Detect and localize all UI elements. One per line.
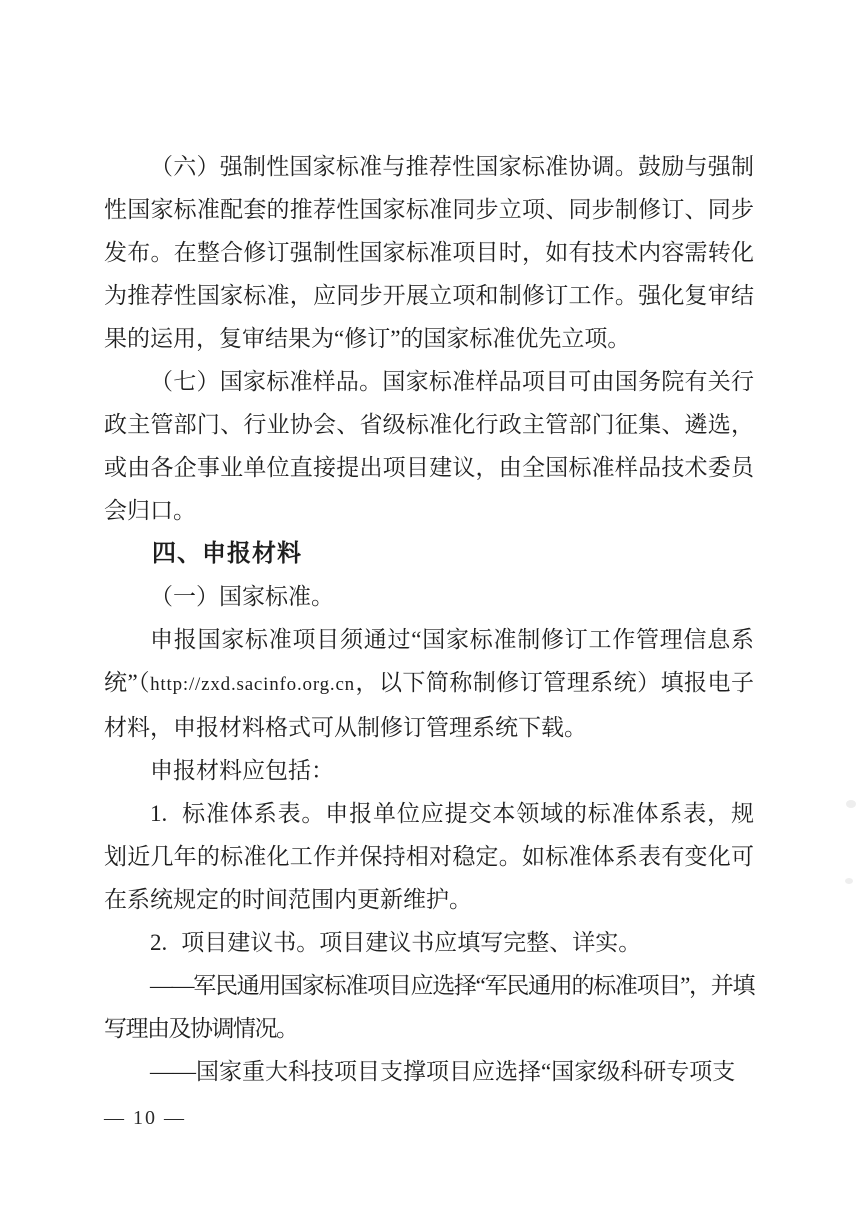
list-item-1-number: 1. [150,801,168,826]
filing-system-url: http://zxd.sacinfo.org.cn [150,674,355,695]
paragraph-six-mandatory-recommended-coordination: （六）强制性国家标准与推荐性国家标准协调。鼓励与强制性国家标准配套的推荐性国家标准同步立项、同步制修订、同步发布。在整合修订强制性国家标准项目时，如有技术内容需转化为推荐性国家标准，应同步开展立项和制修订工作。强化复审结果的运用，复审结果为“修订”的国家标准优先立项。 [104,154,754,351]
filing-system-text-after-url: ，以下简称制修订管理系统）填报电子材料，申报材料格式可从制修订管理系统下载。 [104,670,754,740]
paragraph-seven-national-standard-samples: （七）国家标准样品。国家标准样品项目可由国务院有关行政主管部门、行业协会、省级标准化行政主管部门征集、遴选，或由各企事业单位直接提出项目建议，由全国标准样品技术委员会归口。 [104,369,754,523]
page-number: — 10 — [104,1107,186,1129]
list-item-2-number: 2. [150,930,168,955]
list-item-2-text: 项目建议书。项目建议书应填写完整、详实。 [181,930,642,955]
subsection-heading-national-standards: （一）国家标准。 [150,584,334,609]
dash-item-military-civilian: ——军民通用国家标准项目应选择“军民通用的标准项目”，并填写理由及协调情况。 [104,973,754,1041]
document-body [104,145,754,1093]
filing-system-text-before-url: 申报国家标准项目须通过“国家标准制修订工作管理信息系统”（ [104,627,754,695]
scan-artifact [846,800,856,808]
scan-artifact [845,878,853,884]
list-item-project-proposal [104,921,754,964]
paragraph-materials-include: 申报材料应包括： [150,758,334,783]
dash-item-major-science-projects: ——国家重大科技项目支撑项目应选择“国家级科研专项支 [150,1059,736,1084]
section-heading-application-materials: 四、申报材料 [152,540,302,567]
list-item-standard-system-table [104,792,754,921]
list-item-1-text: 标准体系表。申报单位应提交本领域的标准体系表，规划近几年的标准化工作并保持相对稳定。如标准体系表有变化可在系统规定的时间范围内更新维护。 [104,801,754,912]
paragraph-filing-system [104,618,754,749]
